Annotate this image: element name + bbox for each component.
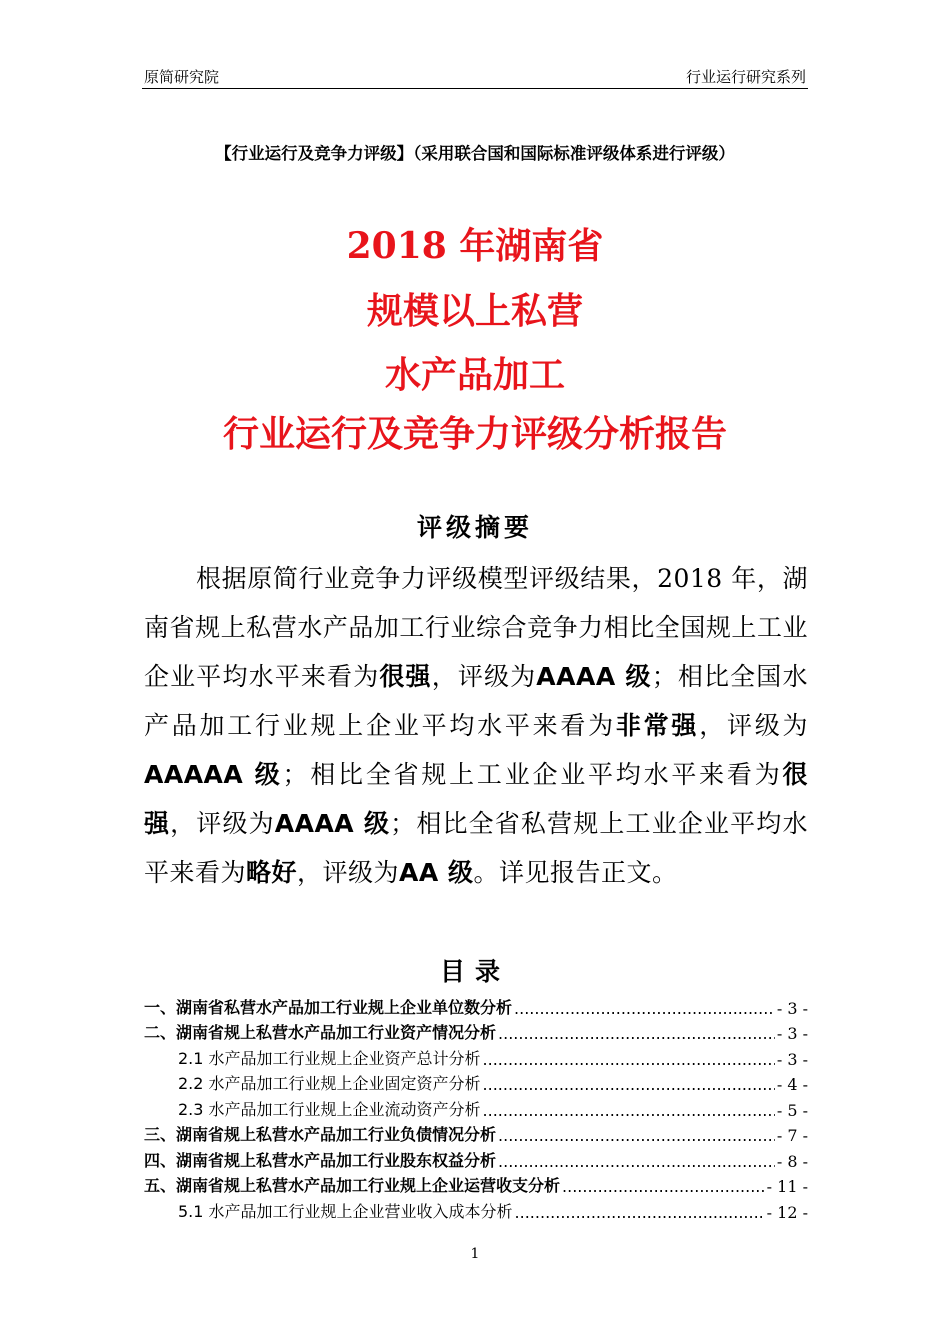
title-line-4: 行业运行及竞争力评级分析报告 xyxy=(222,413,727,455)
summary-emphasis: 略好 xyxy=(246,858,298,887)
summary-emphasis: 很强 xyxy=(144,760,808,838)
title-line-3: 水产品加工 xyxy=(384,354,565,396)
summary-grade: AAAA 级 xyxy=(274,809,391,838)
toc-subentry[interactable] xyxy=(144,1196,808,1222)
page-number: 1 xyxy=(470,1246,480,1262)
summary-heading: 评级摘要 xyxy=(416,513,533,542)
toc-entry-page: - 5 - xyxy=(776,1100,808,1120)
title-line-2: 规模以上私营 xyxy=(366,290,583,332)
summary-text: 根据原简行业竞争力评级模型评级结果，2018 年，湖南省规上私营水产品加工行业综合竞争力相比全国规上工业企业平均水平来看为 xyxy=(144,564,808,691)
toc-entry-label: 一、湖南省私营水产品加工行业规上企业单位数分析 xyxy=(144,997,513,1017)
toc-subentry[interactable] xyxy=(144,1094,808,1120)
summary-text: ；相比全省规上工业企业平均水平来看为 xyxy=(282,760,783,789)
summary-emphasis: 很强 xyxy=(379,662,432,691)
toc-subentry[interactable] xyxy=(144,1069,808,1095)
toc-entry-page: - 3 - xyxy=(776,998,808,1018)
summary-text: ，评级为 xyxy=(297,858,400,887)
summary-grade: AAAA 级 xyxy=(536,662,652,691)
summary-text: ，评级为 xyxy=(170,809,275,838)
summary-emphasis: 非常强 xyxy=(615,711,700,740)
toc-entry-label: 5.1 水产品加工行业规上企业营业收入成本分析 xyxy=(178,1201,513,1221)
page-header xyxy=(142,66,808,89)
toc-entry-page: - 3 - xyxy=(776,1024,808,1043)
toc-entry-page: - 8 - xyxy=(776,1151,808,1171)
summary-text: ，评级为 xyxy=(431,662,537,691)
toc-entry[interactable] xyxy=(144,1171,808,1197)
toc-entry-page: - 7 - xyxy=(776,1126,808,1145)
toc-entry-label: 五、湖南省规上私营水产品加工行业规上企业运营收支分析 xyxy=(144,1176,561,1195)
table-of-contents xyxy=(144,992,808,1222)
summary-text: ；相比全国水产品加工行业规上企业平均水平来看为 xyxy=(144,662,808,740)
summary-grade: AAAAA 级 xyxy=(144,760,283,789)
header-org: 原简研究院 xyxy=(144,68,220,86)
toc-entry-label: 2.3 水产品加工行业规上企业流动资产分析 xyxy=(178,1099,481,1119)
toc-entry[interactable] xyxy=(144,992,808,1018)
toc-entry[interactable] xyxy=(144,1018,808,1044)
toc-entry-page: - 11 - xyxy=(766,1177,808,1196)
toc-heading: 目录 xyxy=(439,957,510,986)
summary-text: ；相比全省私营规上工业企业平均水平来看为 xyxy=(144,809,808,887)
toc-entry-label: 二、湖南省规上私营水产品加工行业资产情况分析 xyxy=(144,1023,497,1042)
summary-text: 。详见报告正文。 xyxy=(473,858,678,887)
toc-entry-page: - 4 - xyxy=(776,1075,808,1094)
summary-text: ，评级为 xyxy=(699,711,808,740)
toc-subentry[interactable] xyxy=(144,1043,808,1069)
toc-entry-page: - 3 - xyxy=(776,1049,808,1069)
toc-entry[interactable] xyxy=(144,1145,808,1171)
rating-line: 【行业运行及竞争力评级】（采用联合国和国际标准评级体系进行评级） xyxy=(215,144,735,163)
header-series: 行业运行研究系列 xyxy=(685,68,806,86)
toc-entry[interactable] xyxy=(144,1120,808,1146)
summary-paragraph xyxy=(144,554,808,897)
summary-grade: AA 级 xyxy=(399,858,474,887)
toc-entry-label: 2.1 水产品加工行业规上企业资产总计分析 xyxy=(178,1048,481,1068)
toc-entry-page: - 12 - xyxy=(766,1202,808,1222)
title-line-1: 2018 年湖南省 xyxy=(346,225,604,267)
toc-entry-label: 2.2 水产品加工行业规上企业固定资产分析 xyxy=(178,1074,481,1093)
toc-entry-label: 四、湖南省规上私营水产品加工行业股东权益分析 xyxy=(144,1150,497,1170)
toc-entry-label: 三、湖南省规上私营水产品加工行业负债情况分析 xyxy=(144,1125,497,1144)
